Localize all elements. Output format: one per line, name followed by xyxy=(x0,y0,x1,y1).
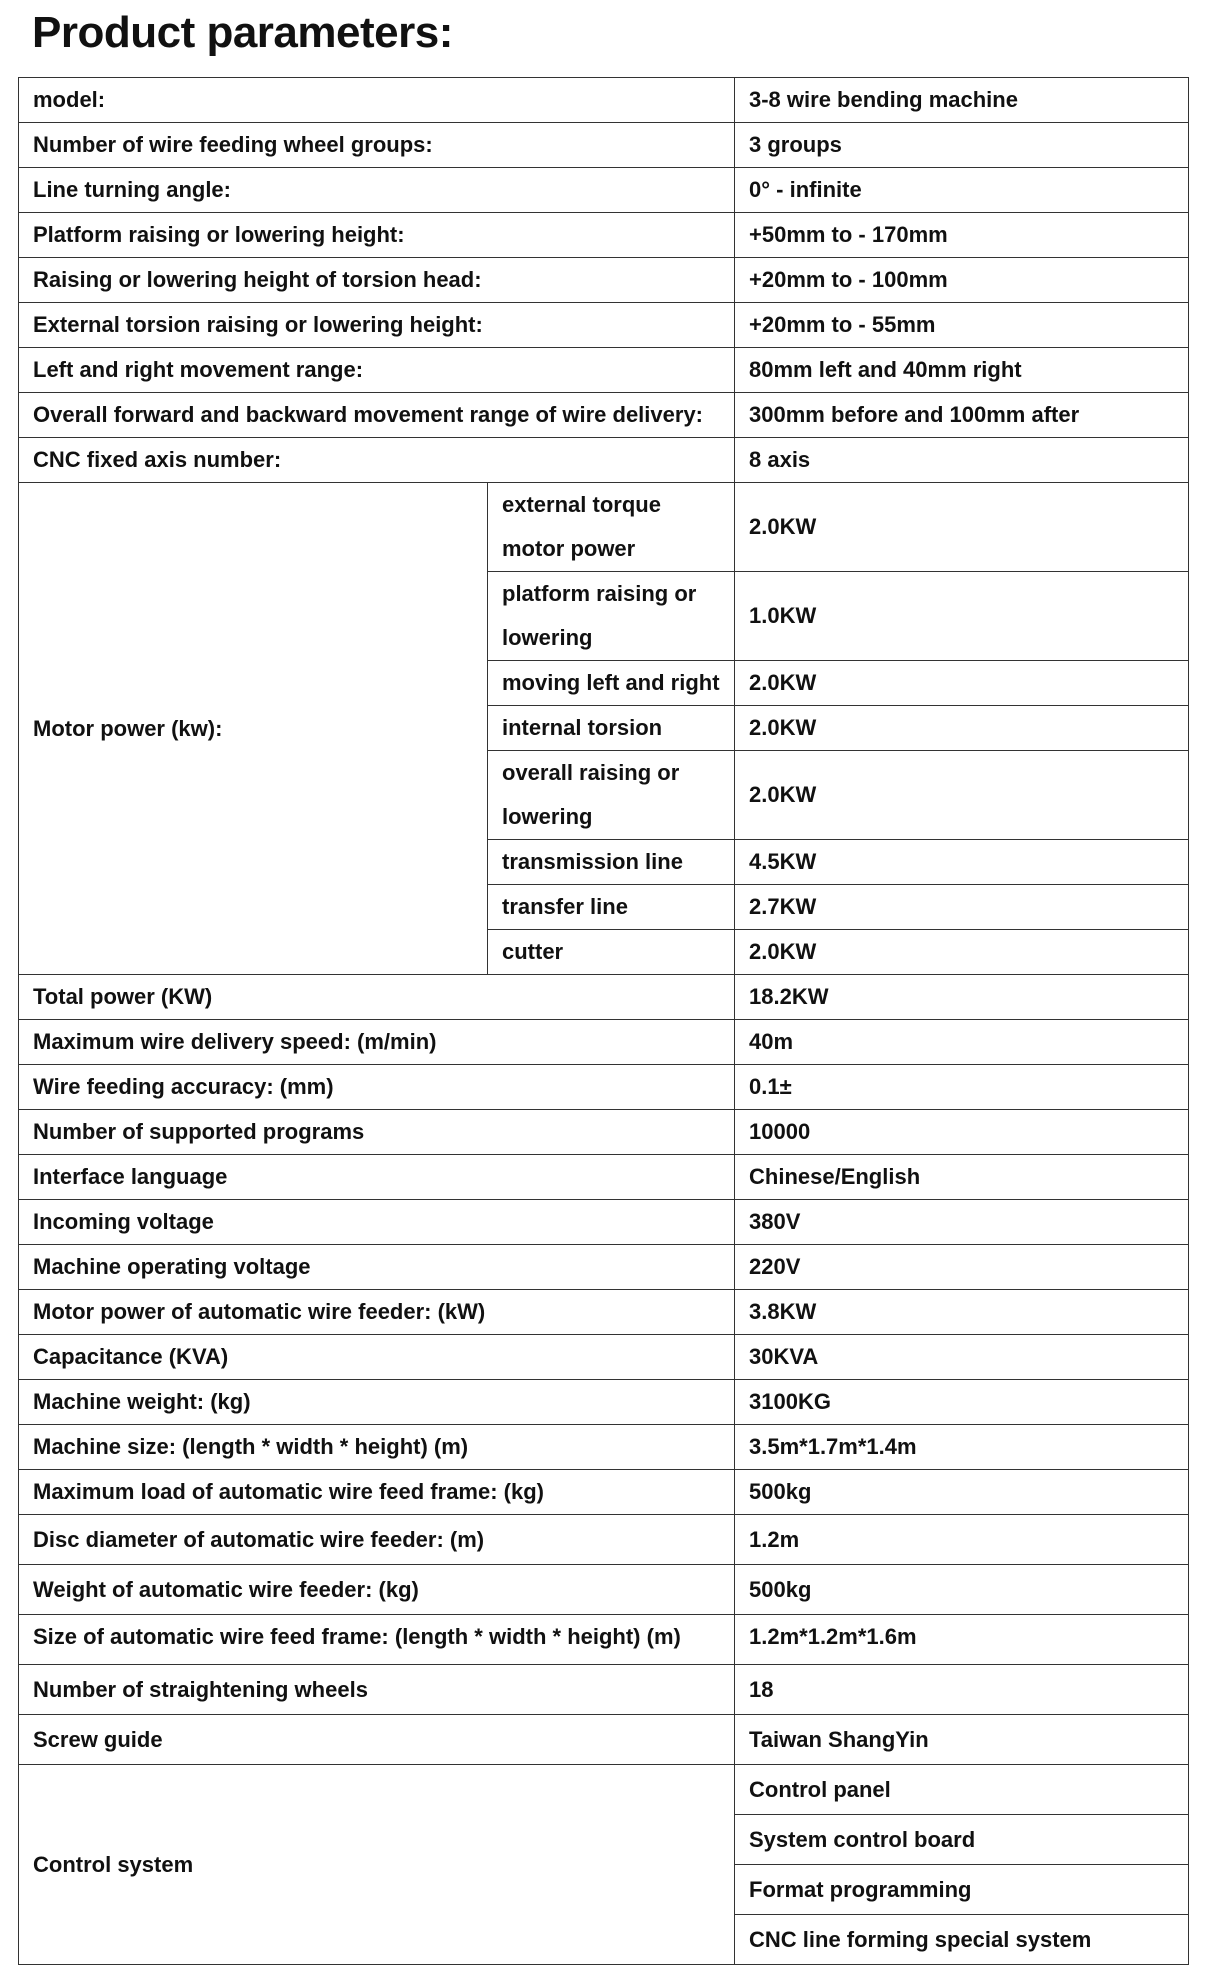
table-row xyxy=(19,168,1189,213)
param-label: Raising or lowering height of torsion head: xyxy=(19,258,735,303)
table-row xyxy=(19,393,1189,438)
table-row xyxy=(19,1425,1189,1470)
motor-item-label: external torque motor power xyxy=(488,483,735,572)
param-value: 0.1± xyxy=(735,1065,1189,1110)
motor-item-label: transfer line xyxy=(488,885,735,930)
motor-item-value: 2.0KW xyxy=(735,661,1189,706)
control-system-item: Control panel xyxy=(735,1765,1189,1815)
param-value: Chinese/English xyxy=(735,1155,1189,1200)
param-value: 3.5m*1.7m*1.4m xyxy=(735,1425,1189,1470)
control-system-label: Control system xyxy=(19,1765,735,1965)
param-label: Line turning angle: xyxy=(19,168,735,213)
table-row xyxy=(19,1200,1189,1245)
param-label: Number of wire feeding wheel groups: xyxy=(19,123,735,168)
param-label: Left and right movement range: xyxy=(19,348,735,393)
param-label: Size of automatic wire feed frame: (length * width * height) (m) xyxy=(19,1615,735,1665)
param-value: +20mm to - 55mm xyxy=(735,303,1189,348)
param-value: 1.2m xyxy=(735,1515,1189,1565)
table-row xyxy=(19,1155,1189,1200)
param-label: CNC fixed axis number: xyxy=(19,438,735,483)
page-title: Product parameters: xyxy=(32,8,453,57)
motor-item-value: 2.7KW xyxy=(735,885,1189,930)
param-value: +20mm to - 100mm xyxy=(735,258,1189,303)
param-label: Number of supported programs xyxy=(19,1110,735,1155)
motor-item-label: transmission line xyxy=(488,840,735,885)
param-value: 3 groups xyxy=(735,123,1189,168)
motor-item-value: 2.0KW xyxy=(735,751,1189,840)
param-value: 10000 xyxy=(735,1110,1189,1155)
motor-item-value: 2.0KW xyxy=(735,483,1189,572)
param-label: Motor power of automatic wire feeder: (kW) xyxy=(19,1290,735,1335)
table-row xyxy=(19,303,1189,348)
param-value: 0° - infinite xyxy=(735,168,1189,213)
param-label: Capacitance (KVA) xyxy=(19,1335,735,1380)
table-row xyxy=(19,1065,1189,1110)
param-value: 3100KG xyxy=(735,1380,1189,1425)
parameters-table xyxy=(18,77,1189,1965)
param-label: Wire feeding accuracy: (mm) xyxy=(19,1065,735,1110)
motor-item-value: 1.0KW xyxy=(735,572,1189,661)
table-row xyxy=(19,1020,1189,1065)
param-value: 8 axis xyxy=(735,438,1189,483)
motor-power-label: Motor power (kw): xyxy=(19,483,488,975)
param-label: Weight of automatic wire feeder: (kg) xyxy=(19,1565,735,1615)
param-value: 300mm before and 100mm after xyxy=(735,393,1189,438)
param-value: 380V xyxy=(735,1200,1189,1245)
table-row xyxy=(19,1715,1189,1765)
param-label: Overall forward and backward movement range of wire delivery: xyxy=(19,393,735,438)
control-system-item: CNC line forming special system xyxy=(735,1915,1189,1965)
motor-item-label: platform raising or lowering xyxy=(488,572,735,661)
param-label: Number of straightening wheels xyxy=(19,1665,735,1715)
param-value: 80mm left and 40mm right xyxy=(735,348,1189,393)
param-label: Screw guide xyxy=(19,1715,735,1765)
param-value: 30KVA xyxy=(735,1335,1189,1380)
table-row xyxy=(19,1380,1189,1425)
param-value: 18.2KW xyxy=(735,975,1189,1020)
param-label: Platform raising or lowering height: xyxy=(19,213,735,258)
param-value: 500kg xyxy=(735,1470,1189,1515)
table-row xyxy=(19,1615,1189,1665)
table-row xyxy=(19,483,1189,572)
motor-item-label: internal torsion xyxy=(488,706,735,751)
table-row xyxy=(19,123,1189,168)
table-row xyxy=(19,348,1189,393)
param-value: 18 xyxy=(735,1665,1189,1715)
table-row xyxy=(19,1765,1189,1815)
param-value: 1.2m*1.2m*1.6m xyxy=(735,1615,1189,1665)
table-row xyxy=(19,1290,1189,1335)
motor-item-value: 4.5KW xyxy=(735,840,1189,885)
param-label: Incoming voltage xyxy=(19,1200,735,1245)
table-row xyxy=(19,213,1189,258)
motor-item-label: overall raising or lowering xyxy=(488,751,735,840)
param-label: Total power (KW) xyxy=(19,975,735,1020)
param-label: Machine operating voltage xyxy=(19,1245,735,1290)
table-row xyxy=(19,1470,1189,1515)
table-row xyxy=(19,1565,1189,1615)
table-row xyxy=(19,78,1189,123)
control-system-item: Format programming xyxy=(735,1865,1189,1915)
param-value: 3.8KW xyxy=(735,1290,1189,1335)
table-row xyxy=(19,438,1189,483)
table-row xyxy=(19,1515,1189,1565)
param-value: Taiwan ShangYin xyxy=(735,1715,1189,1765)
param-label: External torsion raising or lowering height: xyxy=(19,303,735,348)
param-value: 40m xyxy=(735,1020,1189,1065)
param-label: Machine weight: (kg) xyxy=(19,1380,735,1425)
table-row xyxy=(19,975,1189,1020)
param-label: Maximum load of automatic wire feed frame: (kg) xyxy=(19,1470,735,1515)
param-value: 500kg xyxy=(735,1565,1189,1615)
param-label: Interface language xyxy=(19,1155,735,1200)
motor-item-label: cutter xyxy=(488,930,735,975)
motor-item-label: moving left and right xyxy=(488,661,735,706)
param-label: Disc diameter of automatic wire feeder: (m) xyxy=(19,1515,735,1565)
table-row xyxy=(19,258,1189,303)
param-value: 3-8 wire bending machine xyxy=(735,78,1189,123)
table-row xyxy=(19,1335,1189,1380)
table-row xyxy=(19,1110,1189,1155)
table-row xyxy=(19,1665,1189,1715)
motor-item-value: 2.0KW xyxy=(735,706,1189,751)
control-system-item: System control board xyxy=(735,1815,1189,1865)
param-value: 220V xyxy=(735,1245,1189,1290)
motor-item-value: 2.0KW xyxy=(735,930,1189,975)
param-label: model: xyxy=(19,78,735,123)
param-value: +50mm to - 170mm xyxy=(735,213,1189,258)
param-label: Maximum wire delivery speed: (m/min) xyxy=(19,1020,735,1065)
param-label: Machine size: (length * width * height) (m) xyxy=(19,1425,735,1470)
table-row xyxy=(19,1245,1189,1290)
